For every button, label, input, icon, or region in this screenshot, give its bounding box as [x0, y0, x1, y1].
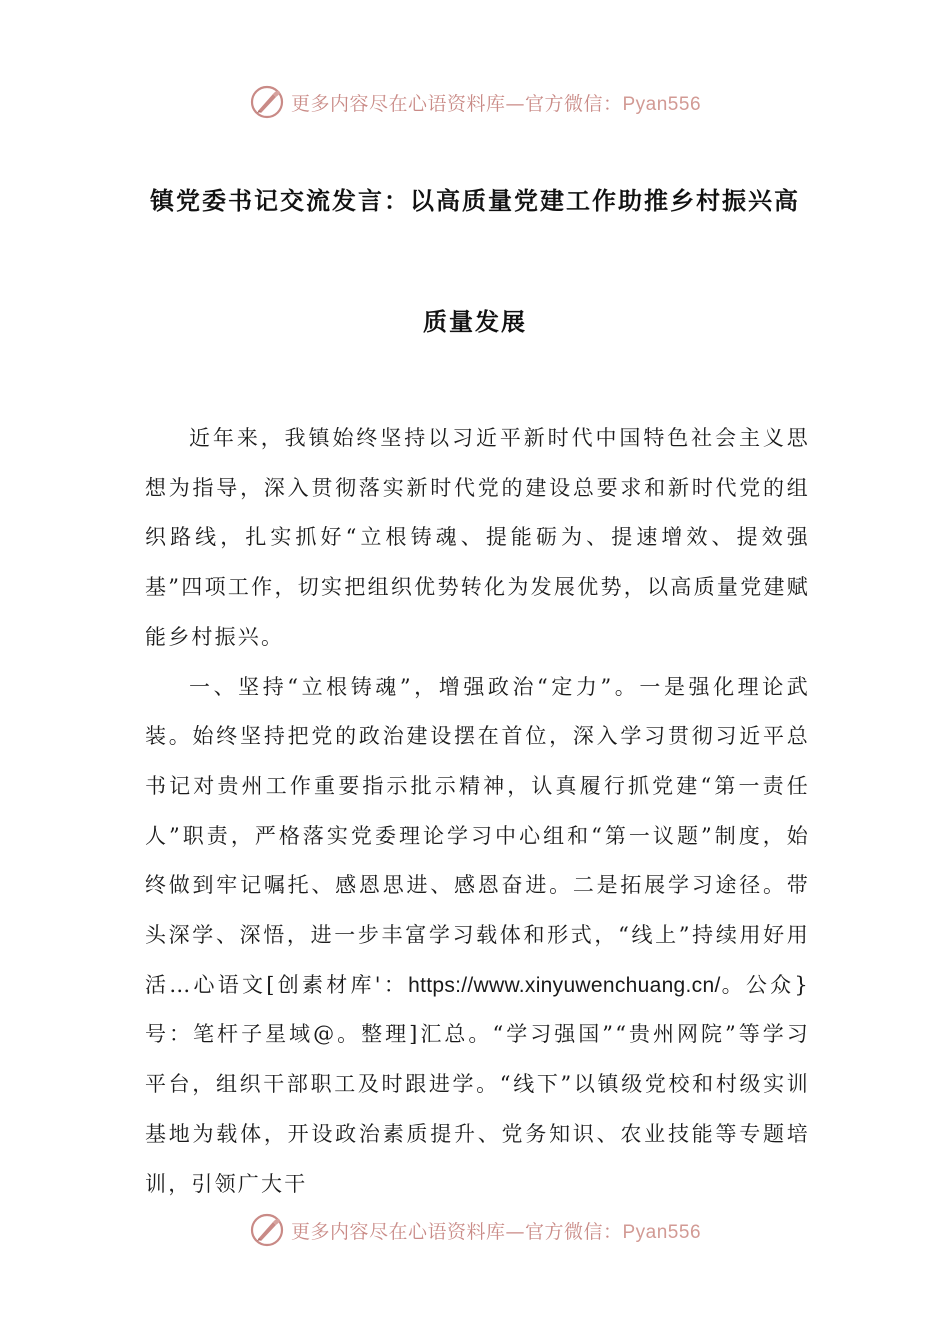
paragraph-intro: 近年来，我镇始终坚持以习近平新时代中国特色社会主义思想为指导，深入贯彻落实新时代党的建设总要求和新时代党的组织路线，扎实抓好“立根铸魂、提能砺为、提速增效、提效强基”四项工作，切实把组织优势转化为发展优势，以高质量党建赋能乡村振兴。	[145, 426, 810, 649]
quill-logo-icon	[249, 84, 285, 120]
header-watermark-banner	[0, 82, 950, 122]
watermark-text: 更多内容尽在心语资料库—官方微信：Pyan556	[290, 1220, 702, 1243]
source-url: https://www.xinyuwenchuang.cn/	[408, 973, 721, 997]
document-body	[145, 414, 810, 1209]
watermark-text: 更多内容尽在心语资料库—官方微信：Pyan556	[290, 92, 702, 115]
document-title-line-1: 镇党委书记交流发言：以高质量党建工作助推乡村振兴高	[150, 187, 800, 215]
paragraph-section-one-part-a: 一、坚持“立根铸魂”，增强政治“定力”。一是强化理论武装。始终坚持把党的政治建设摆在首位，深入学习贯彻习近平总书记对贵州工作重要指示批示精神，认真履行抓党建“第一责任人”职责，严格落实党委理论学习中心组和“第一议题”制度，始终做到牢记嘱托、感恩思进、感恩奋进。二是拓展学习途径。带头深学、深悟，进一步丰富学习载体和形式，“线上”持续用好用活…心语文[创素材库'：	[145, 674, 810, 997]
wechat-id: Pyan556	[622, 93, 702, 115]
document-title-line-2: 质量发展	[423, 308, 527, 336]
footer-watermark-banner	[0, 1210, 950, 1250]
paragraph-section-one-part-b: 。公众}号：笔杆子星域@。整理]汇总。“学习强国”“贵州网院”等学习平台，组织干部职工及时跟进学。“线下”以镇级党校和村级实训基地为载体，开设政治素质提升、党务知识、农业技能等专题培训，引领广大干	[145, 972, 810, 1196]
paragraph-section-one	[145, 663, 810, 1210]
wechat-id: Pyan556	[622, 1221, 702, 1243]
quill-logo-icon	[249, 1212, 285, 1248]
